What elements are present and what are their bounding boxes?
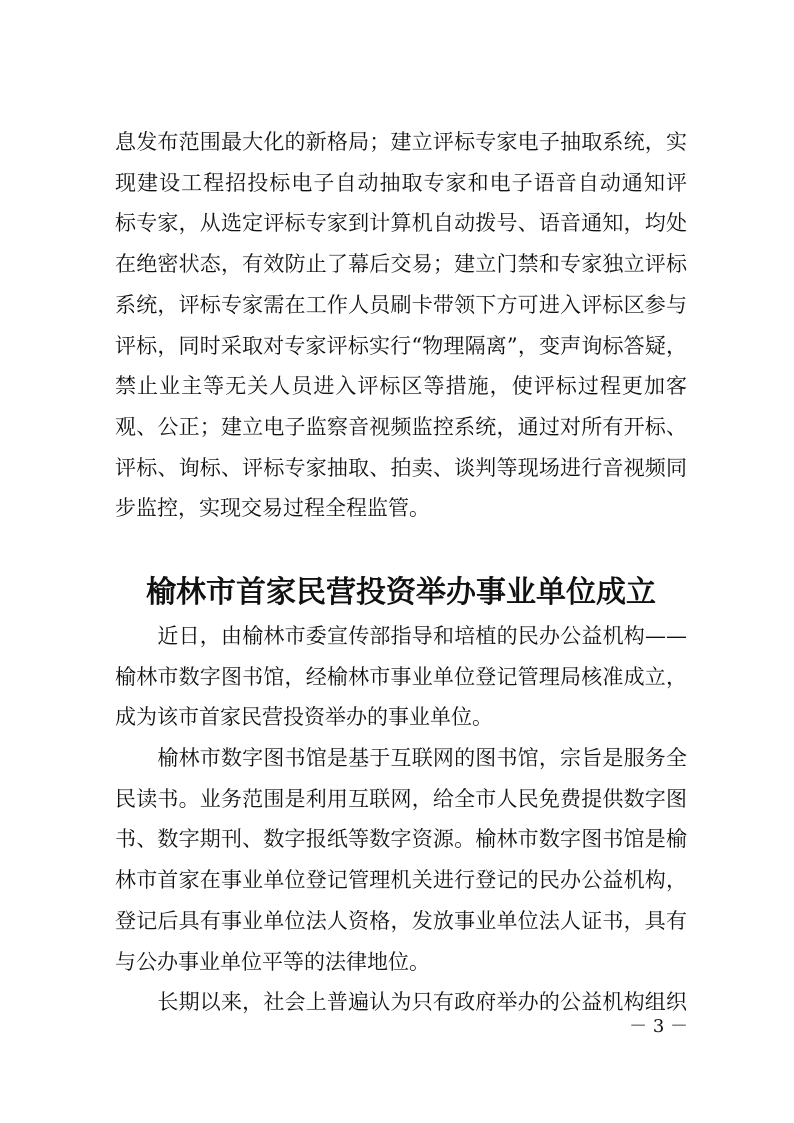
paragraph-line: 长期以来，社会上普遍认为只有政府举办的公益机构组织 [115, 990, 687, 1014]
paragraph-line: 现建设工程招投标电子自动抽取专家和电子语音自动通知评 [115, 170, 687, 195]
paragraph-line: 观、公正；建立电子监察音视频监控系统，通过对所有开标、 [115, 414, 687, 439]
paragraph-line: 息发布范围最大化的新格局；建立评标专家电子抽取系统，实 [115, 130, 687, 154]
paragraph-line: 步监控，实现交易过程全程监管。 [115, 496, 430, 521]
paragraph-line: 禁止业主等无关人员进入评标区等措施，使评标过程更加客 [115, 374, 687, 399]
paragraph-1 [115, 616, 687, 738]
top-paragraph [115, 122, 687, 529]
page-number: － 3 － [629, 1016, 688, 1037]
paragraph-line: 系统，评标专家需在工作人员刷卡带领下方可进入评标区参与 [115, 292, 687, 317]
article-title: 榆林市首家民营投资举办事业单位成立 [146, 575, 656, 611]
paragraph-line: 成为该市首家民营投资举办的事业单位。 [115, 705, 493, 730]
paragraph-line: 近日，由榆林市委宣传部指导和培植的民办公益机构—— [115, 624, 687, 648]
paragraph-line: 与公办事业单位平等的法律地位。 [115, 949, 430, 974]
paragraph-2 [115, 738, 687, 982]
paragraph-line: 在绝密状态，有效防止了幕后交易；建立门禁和专家独立评标 [115, 252, 687, 277]
paragraph-3 [115, 982, 687, 1023]
paragraph-line: 评标、询标、评标专家抽取、拍卖、谈判等现场进行音视频同 [115, 455, 687, 480]
paragraph-line: 林市首家在事业单位登记管理机关进行登记的民办公益机构， [115, 868, 687, 893]
paragraph-line: 榆林市数字图书馆，经榆林市事业单位登记管理局核准成立， [115, 664, 687, 689]
paragraph-line: 书、数字期刊、数字报纸等数字资源。榆林市数字图书馆是榆 [115, 827, 687, 852]
paragraph-line: 榆林市数字图书馆是基于互联网的图书馆，宗旨是服务全 [115, 746, 687, 770]
paragraph-line: 标专家，从选定评标专家到计算机自动拨号、语音通知，均处 [115, 211, 687, 236]
paragraph-line: 登记后具有事业单位法人资格，发放事业单位法人证书，具有 [115, 908, 687, 933]
paragraph-line: 民读书。业务范围是利用互联网，给全市人民免费提供数字图 [115, 786, 687, 811]
paragraph-line: 评标，同时采取对专家评标实行“物理隔离”，变声询标答疑， [115, 333, 687, 358]
